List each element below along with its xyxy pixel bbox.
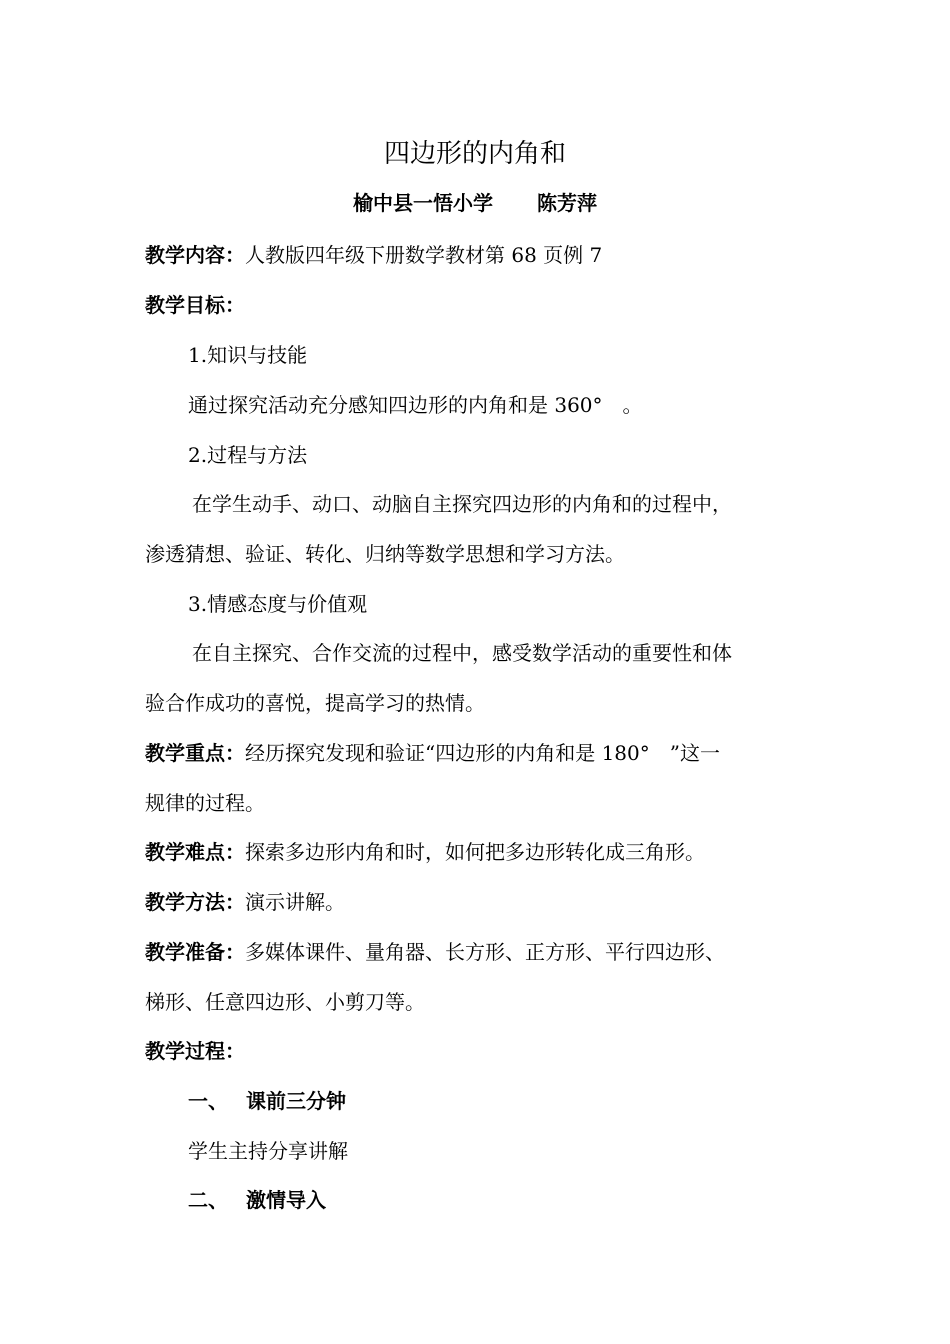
key-point-line-1 bbox=[145, 737, 720, 766]
method-label: 教学方法： bbox=[145, 890, 245, 914]
goal-1-text: 通过探究活动充分感知四边形的内角和是 360° 。 bbox=[188, 393, 643, 417]
difficulty-label: 教学难点： bbox=[145, 840, 245, 864]
key-point-text-2: 规律的过程。 bbox=[145, 791, 265, 815]
goal-3-title: 3.情感态度与价值观 bbox=[188, 592, 368, 616]
process-heading bbox=[145, 1035, 245, 1064]
method-line bbox=[145, 886, 345, 915]
section-2-heading bbox=[188, 1184, 326, 1213]
section-1-number: 一、 bbox=[188, 1089, 228, 1113]
author-line bbox=[0, 187, 950, 216]
goal-2-title: 2.过程与方法 bbox=[188, 443, 308, 467]
key-point-label: 教学重点： bbox=[145, 741, 245, 765]
preparation-text-2: 梯形、任意四边形、小剪刀等。 bbox=[145, 990, 425, 1014]
section-2-title: 激情导入 bbox=[246, 1188, 326, 1212]
school-name: 榆中县一悟小学 bbox=[353, 191, 493, 215]
preparation-line-1 bbox=[145, 936, 725, 965]
content-text: 人教版四年级下册数学教材第 68 页例 7 bbox=[245, 243, 603, 267]
goal-1-title: 1.知识与技能 bbox=[188, 343, 308, 367]
goals-label: 教学目标： bbox=[145, 293, 245, 317]
difficulty-line bbox=[145, 836, 705, 865]
difficulty-text: 探索多边形内角和时，如何把多边形转化成三角形。 bbox=[245, 840, 705, 864]
author-name: 陈芳萍 bbox=[537, 191, 597, 215]
section-1-text: 学生主持分享讲解 bbox=[188, 1139, 348, 1163]
goals-heading bbox=[145, 289, 245, 318]
goal-3-text-1: 在自主探究、合作交流的过程中，感受数学活动的重要性和体 bbox=[192, 641, 732, 665]
content-label: 教学内容： bbox=[145, 243, 245, 267]
goal-2-text-1: 在学生动手、动口、动脑自主探究四边形的内角和的过程中， bbox=[192, 492, 732, 516]
goal-2-text-2: 渗透猜想、验证、转化、归纳等数学思想和学习方法。 bbox=[145, 542, 625, 566]
section-2-number: 二、 bbox=[188, 1188, 228, 1212]
process-label: 教学过程： bbox=[145, 1039, 245, 1063]
document-title: 四边形的内角和 bbox=[383, 139, 566, 169]
preparation-label: 教学准备： bbox=[145, 940, 245, 964]
section-1-title: 课前三分钟 bbox=[246, 1089, 346, 1113]
preparation-text-1: 多媒体课件、量角器、长方形、正方形、平行四边形、 bbox=[245, 940, 725, 964]
goal-3-text-2: 验合作成功的喜悦，提高学习的热情。 bbox=[145, 691, 485, 715]
method-text: 演示讲解。 bbox=[245, 890, 345, 914]
content-line bbox=[145, 239, 602, 268]
section-1-heading bbox=[188, 1085, 346, 1114]
key-point-text-1: 经历探究发现和验证“四边形的内角和是 180° ”这一 bbox=[245, 741, 720, 765]
